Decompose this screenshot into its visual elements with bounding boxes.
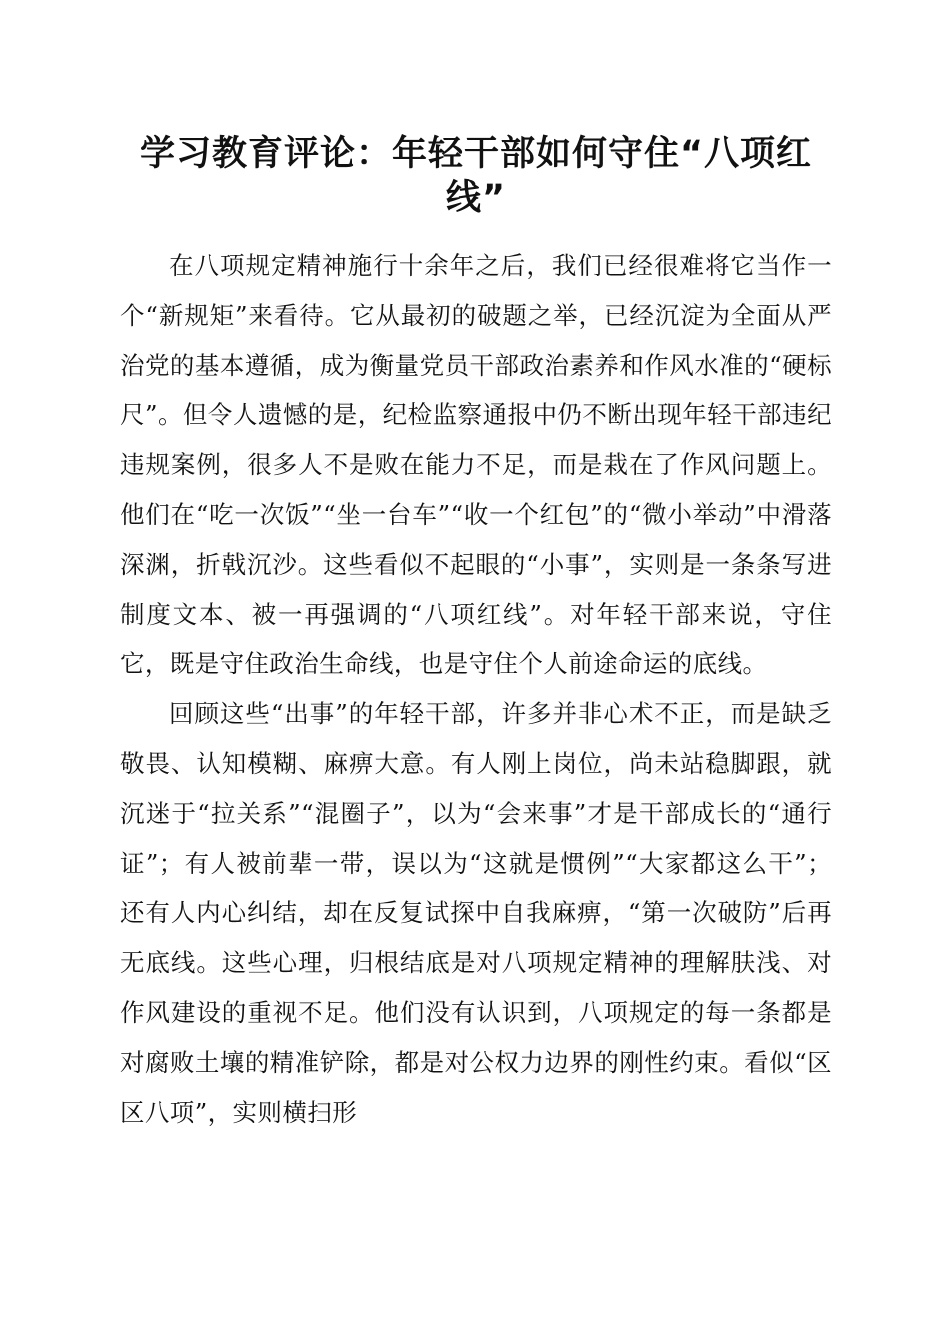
document-body: [120, 241, 832, 1137]
paragraph-1: 在八项规定精神施行十余年之后，我们已经很难将它当作一个“新规矩”来看待。它从最初的破题之举，已经沉淀为全面从严治党的基本遵循，成为衡量党员干部政治素养和作风水准的“硬标尺”。但令人遗憾的是，纪检监察通报中仍不断出现年轻干部违纪违规案例，很多人不是败在能力不足，而是栽在了作风问题上。他们在“吃一次饭”“坐一台车”“收一个红包”的“微小举动”中滑落深渊，折戟沉沙。这些看似不起眼的“小事”，实则是一条条写进制度文本、被一再强调的“八项红线”。对年轻干部来说，守住它，既是守住政治生命线，也是守住个人前途命运的底线。: [120, 251, 832, 679]
paragraph-2: 回顾这些“出事”的年轻干部，许多并非心术不正，而是缺乏敬畏、认知模糊、麻痹大意。有人刚上岗位，尚未站稳脚跟，就沉迷于“拉关系”“混圈子”，以为“会来事”才是干部成长的“通行证”；有人被前辈一带，误以为“这就是惯例”“大家都这么干”；还有人内心纠结，却在反复试探中自我麻痹，“第一次破防”后再无底线。这些心理，归根结底是对八项规定精神的理解肤浅、对作风建设的重视不足。他们没有认识到，八项规定的每一条都是对腐败土壤的精准铲除，都是对公权力边界的刚性约束。看似“区区八项”，实则横扫形: [120, 699, 832, 1127]
document-title: 学习教育评论：年轻干部如何守住“八项红线”: [139, 134, 812, 218]
